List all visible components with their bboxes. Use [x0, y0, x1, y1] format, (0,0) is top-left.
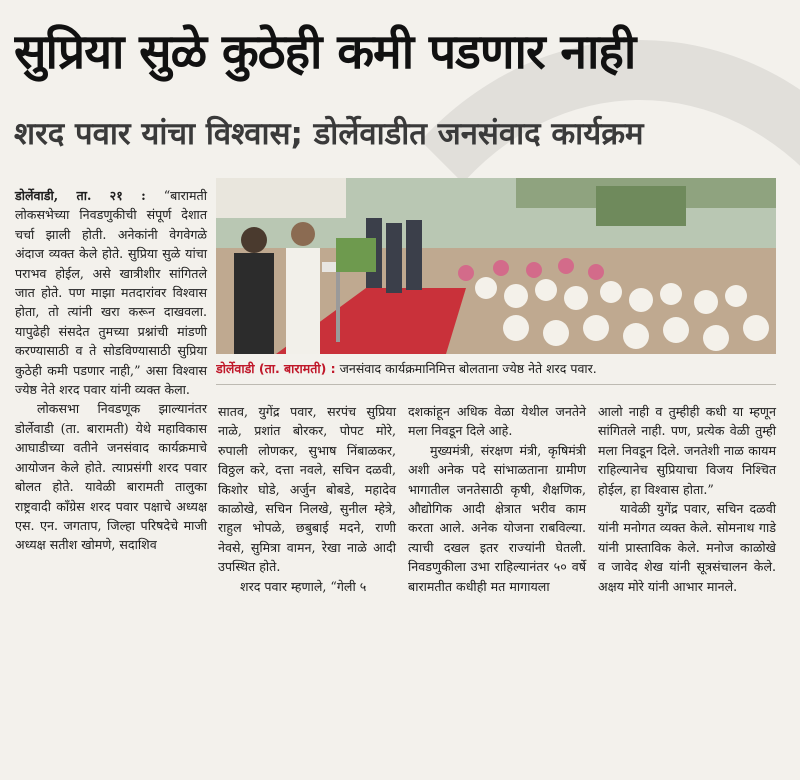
news-photo [216, 178, 776, 354]
article-column-2 [218, 402, 396, 596]
caption-text: जनसंवाद कार्यक्रमानिमित्त बोलताना ज्येष्ठ नेते शरद पवार. [335, 361, 597, 376]
subheadline: शरद पवार यांचा विश्वास; डोर्लेवाडीत जनसंवाद कार्यक्रम [14, 116, 644, 152]
article-paragraph: लोकसभा निवडणूक झाल्यानंतर डोर्लेवाडी (ता. बारामती) येथे महाविकास आघाडीच्या वतीने जनसंवाद कार्यक्रमाचे आयोजन केले होते. त्याप्रसंगी शरद पवार बोलत होते. यावेळी बारामती तालुका राष्ट्रवादी काँग्रेस शरद पवार पक्षाचे अध्यक्ष एस. एन. जगताप, जिल्हा परिषदेचे माजी अध्यक्ष सतीश खोमणे, सदाशिव [15, 401, 207, 553]
article-column-3 [408, 402, 586, 596]
dateline: डोर्लेवाडी, ता. २१ : [15, 188, 146, 203]
article-paragraph: आलो नाही व तुम्हीही कधी या म्हणून सांगितले नाही. पण, प्रत्येक वेळी तुम्ही मला निवडून दिले. जनतेशी नाळ कायम राहिल्यानेच सुप्रियाचा विजय निश्चित होईल, हा विश्वास होता.” [598, 404, 776, 497]
article-paragraph: यावेळी युगेंद्र पवार, सचिन दळवी यांनी मनोगत व्यक्त केले. सोमनाथ गाडे यांनी प्रास्ताविक केले. मनोज काळोखे व जावेद शेख यांनी सूत्रसंचालन केले. अक्षय मोरे यांनी आभार मानले. [598, 501, 776, 594]
divider [216, 384, 776, 385]
article-paragraph [15, 186, 207, 399]
article-paragraph: शरद पवार म्हणाले, “गेली ५ [240, 578, 367, 594]
article-column-4 [598, 402, 776, 596]
paragraph-text: “बारामती लोकसभेच्या निवडणुकीची संपूर्ण देशात चर्चा झाली होती. अनेकांनी वेगवेगळे अंदाज व्यक्त केले होते. सुप्रिया सुळे यांचा पराभव होईल, असे खात्रीशीर सांगितले जात होते. पण माझा मतदारांवर विश्वास होता, तो त्यांनी खरा करून दाखवला. यापुढेही संसदेत तुमच्या प्रश्नांची मांडणी करण्यासाठी व ते सोडविण्यासाठी सुप्रिया कुठेही कमी पडणार नाही,” असा विश्वास ज्येष्ठ नेते शरद पवार यांनी व्यक्त केला. [15, 188, 207, 398]
event-photo-illustration [216, 178, 776, 354]
photo-caption [216, 358, 776, 380]
article-column-1 [15, 186, 207, 555]
caption-place: डोर्लेवाडी (ता. बारामती) : [216, 361, 336, 376]
article-paragraph: मुख्यमंत्री, संरक्षण मंत्री, कृषिमंत्री अशी अनेक पदे सांभाळताना ग्रामीण भागातील जनतेसाठी कृषी, शैक्षणिक, औद्योगिक आदी क्षेत्रात भरीव काम करता आले. अनेक योजना राबविल्या. त्याची दखल इतर राज्यांनी घेतली. निवडणुकीला उभा राहिल्यानंतर ५० वर्षे बारामतीत कधीही मत मागायला [408, 442, 586, 594]
headline: सुप्रिया सुळे कुठेही कमी पडणार नाही [14, 24, 636, 80]
article-paragraph: सातव, युगेंद्र पवार, सरपंच सुप्रिया नाळे, प्रशांत बोरकर, पोपट मोरे, रुपाली लोणकर, सुभाष निंबाळकर, विठ्ठल करे, दत्ता नवले, सचिन दळवी, किशोर घोडे, अर्जुन बोबडे, महादेव काळोखे, सचिन निलखे, सुनील म्हेत्रे, राहुल भोपळे, छबुबाई मदने, राणी नेवसे, सुमित्रा वामन, रेखा नाळे आदी उपस्थित होते. [218, 404, 396, 575]
article-paragraph: दशकांहून अधिक वेळा येथील जनतेने मला निवडून दिले आहे. [408, 404, 586, 439]
